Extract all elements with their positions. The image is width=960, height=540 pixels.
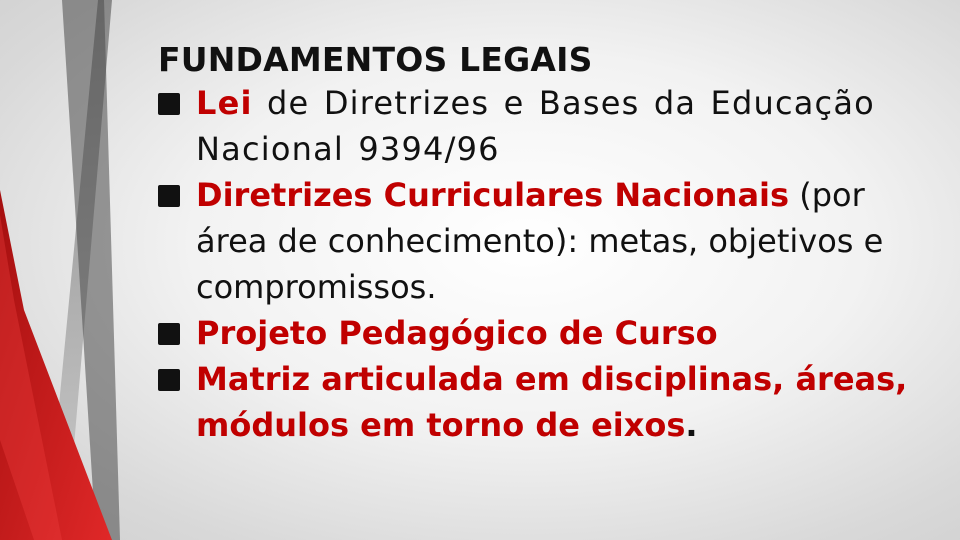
item-text: de Diretrizes e Bases da Educação Nacional 9394/96	[196, 84, 875, 168]
list-item	[158, 172, 918, 310]
list-item	[158, 80, 918, 172]
slide-content	[158, 40, 918, 448]
item-emphasis: Matriz articulada em disciplinas, áreas, módulos em torno de eixos	[196, 360, 908, 444]
checkbox-bullet-icon	[158, 80, 196, 126]
checkbox-bullet-icon	[158, 310, 196, 356]
list-item	[158, 356, 918, 448]
slide-title: FUNDAMENTOS LEGAIS	[158, 40, 593, 79]
item-text: (por área de conhecimento): metas, objetivos e compromissos.	[196, 176, 884, 306]
item-emphasis: Diretrizes Curriculares Nacionais	[196, 176, 790, 214]
item-emphasis: Projeto Pedagógico de Curso	[196, 314, 718, 352]
item-text: .	[685, 406, 698, 444]
checkbox-bullet-icon	[158, 172, 196, 218]
list-item	[158, 310, 918, 356]
item-emphasis: Lei	[196, 84, 253, 122]
checkbox-bullet-icon	[158, 356, 196, 402]
